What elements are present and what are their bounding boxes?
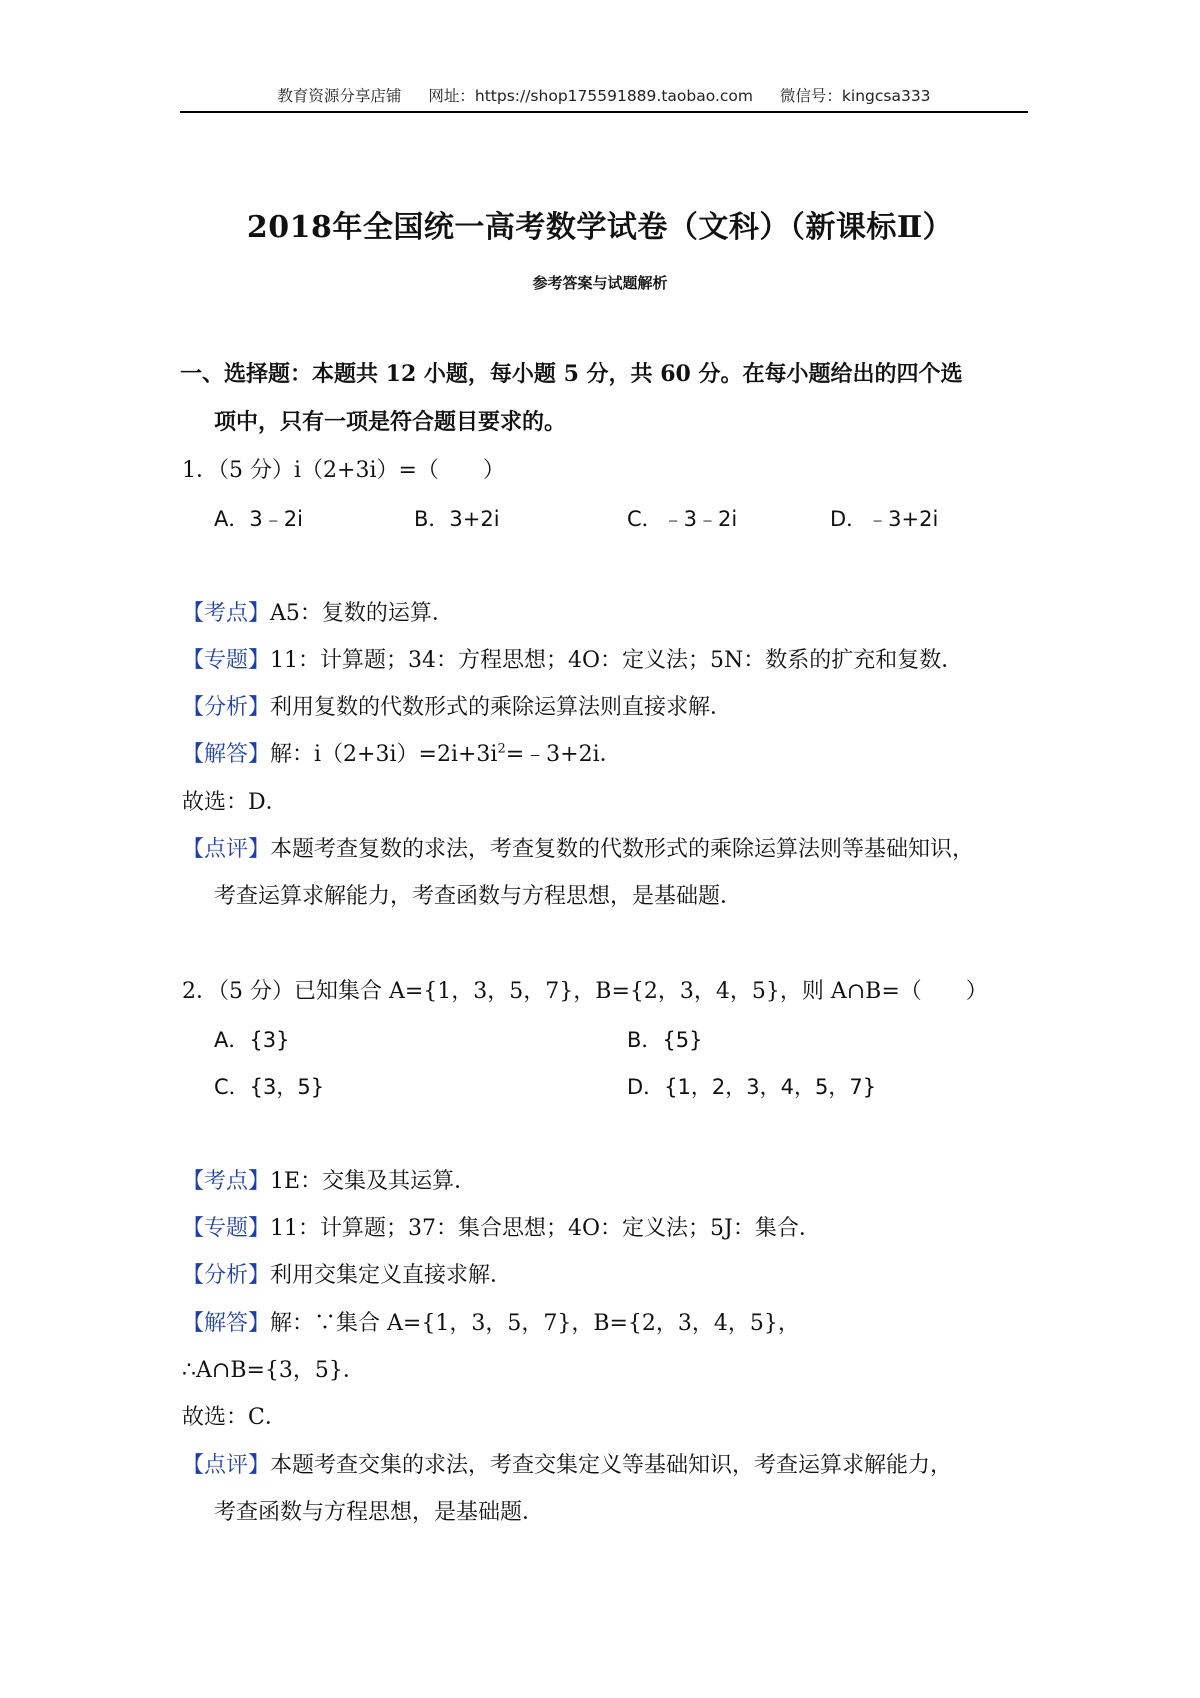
q1-fenxi-text: 利用复数的代数形式的乘除运算法则直接求解． [270,695,733,720]
q1-option-b: B．3+2i [414,507,500,531]
page-title: 2018年全国统一高考数学试卷（文科）（新课标Ⅱ） [246,210,954,245]
q1-kaodian-tag: 【考点】 [182,601,271,626]
header-divider [180,111,1028,113]
q2-option-b: B．{5} [627,1028,703,1052]
q2-kaodian-tag: 【考点】 [182,1169,271,1194]
question-1-stem: 1．（5 分）i（2+3i）=（ ） [182,458,505,483]
q2-dianping-tag: 【点评】 [182,1453,271,1478]
q1-zhuanti-tag: 【专题】 [182,648,271,673]
shop-name: 教育资源分享店铺 [277,87,402,105]
q2-jieda-tag: 【解答】 [182,1311,271,1336]
page-header [180,84,1028,106]
q2-fenxi [182,1262,512,1290]
q1-kaodian-text: A5：复数的运算． [270,601,454,626]
q1-option-d: D．﹣3+2i [830,507,939,531]
q2-answer: 故选：C． [182,1405,287,1430]
q2-zhuanti [182,1215,821,1243]
q2-fenxi-text: 利用交集定义直接求解． [270,1263,513,1288]
q2-dianping [182,1452,952,1480]
q1-option-c: C．﹣3﹣2i [627,507,738,531]
section-heading-line1: 一、选择题：本题共 12 小题，每小题 5 分，共 60 分。在每小题给出的四个选 [180,361,963,387]
q1-dianping-line2: 考查运算求解能力，考查函数与方程思想，是基础题． [214,884,743,909]
q2-option-d: D．{1，2，3，4，5，7} [627,1075,877,1099]
q2-dianping-text: 本题考查交集的求法，考查交集定义等基础知识，考查运算求解能力， [270,1453,953,1478]
q2-fenxi-tag: 【分析】 [182,1263,271,1288]
q2-jieda-text: 解：∵集合 A={1，3，5，7}，B={2，3，4，5}， [270,1311,800,1336]
q1-option-a: A．3﹣2i [214,507,303,531]
q1-answer: 故选：D． [182,790,288,815]
q1-dianping-tag: 【点评】 [182,837,271,862]
q2-zhuanti-tag: 【专题】 [182,1216,271,1241]
q1-fenxi [182,694,732,722]
q1-dianping-text: 本题考查复数的求法，考查复数的代数形式的乘除运算法则等基础知识， [270,837,975,862]
q1-fenxi-tag: 【分析】 [182,695,271,720]
q2-dianping-line2: 考查函数与方程思想，是基础题． [214,1500,545,1525]
q2-jieda [182,1310,800,1338]
q1-jieda-tag: 【解答】 [182,742,271,767]
q2-kaodian-text: 1E：交集及其运算． [270,1169,477,1194]
q2-kaodian [182,1168,476,1196]
q2-option-a: A．{3} [214,1028,290,1052]
q1-jieda [182,741,622,769]
q2-jieda-line2: ∴A∩B={3，5}． [182,1358,365,1383]
q1-jieda-result: =﹣3+2i． [505,742,622,767]
q1-kaodian [182,600,454,628]
q1-jieda-exponent: 2 [497,741,506,757]
q2-option-c: C．{3，5} [214,1075,325,1099]
q1-jieda-text: 解：i（2+3i）=2i+3i [270,742,498,767]
page-subtitle: 参考答案与试题解析 [532,274,668,292]
q1-zhuanti [182,647,963,675]
section-heading-line2: 项中，只有一项是符合题目要求的。 [214,409,567,435]
q1-zhuanti-text: 11：计算题；34：方程思想；4O：定义法；5N：数系的扩充和复数． [270,648,964,673]
q1-dianping [182,836,974,864]
wechat-id: 微信号：kingcsa333 [779,87,931,105]
q2-zhuanti-text: 11：计算题；37：集合思想；4O：定义法；5J：集合． [270,1216,821,1241]
shop-url: 网址：https://shop175591889.taobao.com [428,87,753,105]
question-2-stem: 2．（5 分）已知集合 A={1，3，5，7}，B={2，3，4，5}，则 A∩B=（ ） [182,979,988,1004]
